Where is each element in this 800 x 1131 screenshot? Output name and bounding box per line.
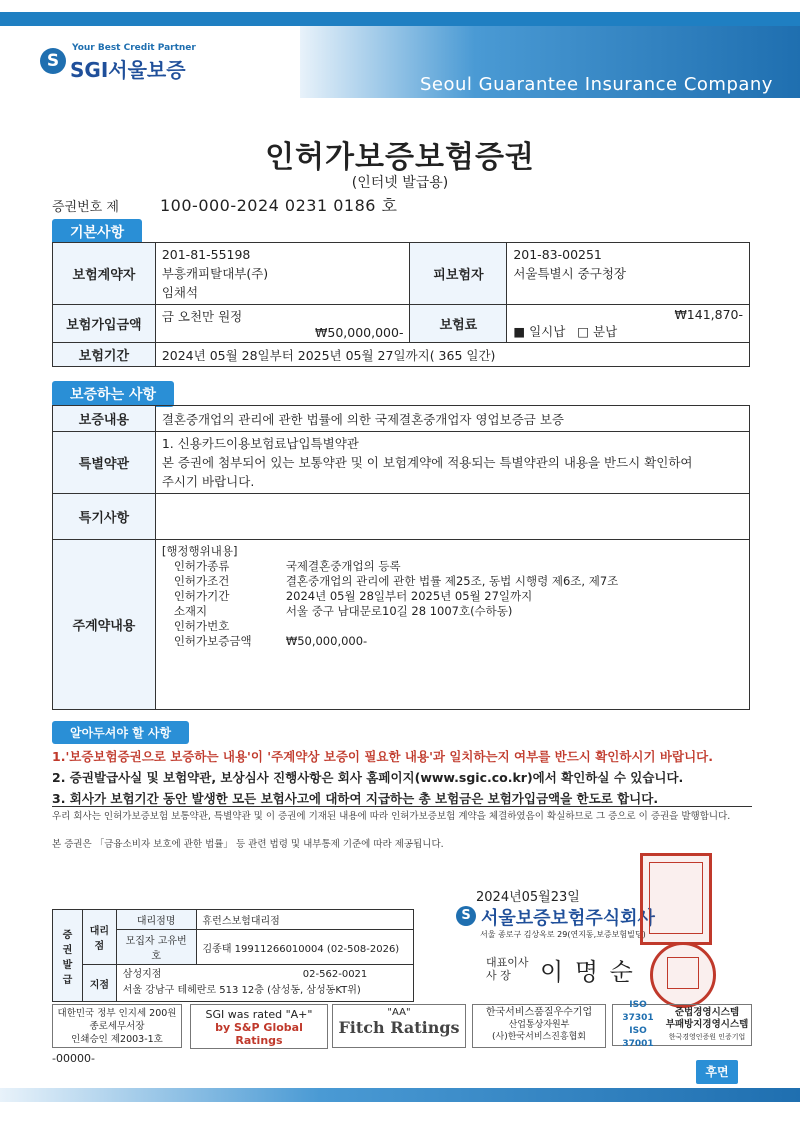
ceo-label: 사 장: [486, 969, 511, 982]
ksqi-box: [472, 1004, 606, 1048]
admin-row: [162, 634, 743, 649]
period-label: 보험기간: [53, 343, 156, 367]
stamp-duty-line: 인쇄승인 제2003-1호: [71, 1034, 163, 1045]
remarks-label: 특기사항: [53, 494, 156, 540]
amount-text: 금 오천만 원정: [161, 309, 243, 324]
header-band: [0, 12, 800, 26]
agent-id-label: 모집자 고유번호: [116, 930, 196, 965]
insured-label: 피보험자: [410, 243, 507, 305]
guarantee-content-label: 보증내용: [53, 406, 156, 432]
notice-1: 1.'보증보험증권으로 보증하는 내용'이 '주계약상 보증이 필요한 내용'과 일치하는지 여부를 반드시 확인하시기 바랍니다.: [52, 749, 713, 764]
admin-val: 2024년 05월 28일부터 2025년 05월 27일까지: [285, 589, 533, 603]
certificate-number: 100-000-2024 0231 0186 호: [160, 196, 398, 215]
notice-2: 2. 증권발급사실 및 보험약관, 보상심사 진행사항은 회사 홈페이지(www.sgic.co.kr)에서 확인하실 수 있습니다.: [52, 770, 684, 785]
admin-val: ₩50,000,000-: [285, 634, 368, 648]
fitch-rating-line: "AA": [387, 1007, 411, 1018]
amount-value-cell: [155, 305, 410, 343]
admin-row: [162, 574, 743, 589]
admin-row: [162, 589, 743, 604]
admin-val: 서울 중구 남대문로10길 28 1007호(수하동): [285, 604, 513, 618]
branch-name: 삼성지점: [122, 969, 162, 980]
iso-title: 한국경영인증원 인증기업: [668, 1033, 746, 1041]
admin-heading: [행정행위내용]: [161, 544, 238, 558]
admin-key: 인허가보증금액: [173, 634, 252, 648]
policyholder-line: 201-81-55198: [161, 247, 251, 262]
ceo-title: [486, 956, 529, 982]
section-tab-notice: 알아두셔야 할 사항: [52, 721, 189, 744]
basic-info-table: [52, 242, 750, 367]
company-logo-icon: S: [456, 906, 476, 926]
agency-name-label: 대리점명: [116, 910, 196, 930]
iso-code: ISO 37301: [622, 1000, 654, 1023]
main-contract-label: 주계약내용: [53, 540, 156, 710]
insured-line: 서울특별시 중구청장: [513, 266, 626, 281]
fitch-rating-box: [332, 1004, 466, 1048]
special-terms-line: 주시기 바랍니다.: [161, 474, 255, 489]
special-terms-label: 특별약관: [53, 432, 156, 494]
branch-label: 지점: [82, 965, 116, 1002]
stamp-duty-box: [52, 1004, 182, 1048]
admin-key: 인허가종류: [173, 559, 230, 573]
admin-val: 결혼중개업의 관리에 관한 법률 제25조, 동법 시행령 제6조, 제7조: [285, 574, 619, 588]
page-code: -00000-: [52, 1052, 95, 1065]
company-seal-icon: [640, 853, 712, 945]
ceo-label: 대표이사: [486, 956, 529, 969]
document-title: 인허가보증보험증권: [265, 140, 535, 175]
iso-codes: [613, 999, 663, 1051]
ksqi-line: 산업통상자원부: [508, 1020, 570, 1030]
premium-label: 보험료: [410, 305, 507, 343]
issuance-table: [52, 909, 414, 1002]
fitch-rating-agency: Fitch Ratings: [338, 1018, 460, 1037]
ksqi-line: (사)한국서비스진흥협회: [492, 1032, 586, 1042]
premium-value: ₩141,870-: [674, 307, 743, 322]
payment-method: [513, 322, 743, 340]
admin-row: [162, 604, 743, 619]
payment-lump-sum: ■ 일시납: [513, 324, 566, 339]
iso-titles: [663, 1007, 751, 1043]
company-name: 서울보증보험주식회사: [481, 908, 655, 929]
notice-3: 3. 회사가 보험기간 동안 발생한 모든 보험사고에 대하여 지급하는 총 보험금은 보험가입금액을 한도로 합니다.: [52, 791, 659, 806]
remarks-value: [155, 494, 749, 540]
policyholder-value: [155, 243, 410, 305]
policyholder-line: 부흥캐피탈대부(주): [161, 266, 269, 281]
admin-row: [162, 559, 743, 574]
stamp-duty-line: 종로세무서장: [89, 1021, 145, 1032]
company-english-name: Seoul Guarantee Insurance Company: [420, 74, 773, 95]
agent-id: 김종태 19911266010004 (02-508-2026): [196, 930, 413, 965]
ksqi-line: 한국서비스품질우수기업: [485, 1007, 593, 1018]
sp-rating-box: [190, 1004, 328, 1049]
admin-key: 인허가번호: [173, 619, 230, 633]
admin-key: 인허가기간: [173, 589, 230, 603]
sp-rating-agency: by S&P Global Ratings: [215, 1021, 303, 1047]
section-tab-guarantee: 보증하는 사항: [52, 381, 174, 407]
branch-phone: 02-562-0021: [302, 969, 368, 980]
amount-value: ₩50,000,000-: [315, 325, 404, 340]
notice-divider: [52, 806, 752, 807]
branch-address: 서울 강남구 테헤란로 513 12층 (삼성동, 삼성동KT위): [122, 985, 361, 996]
premium-value-cell: [507, 305, 750, 343]
company-address: 서울 종로구 김상옥로 29(연지동,보증보험빌딩): [480, 930, 646, 939]
logo-name: SGI서울보증: [70, 58, 186, 82]
amount-label: 보험가입금액: [53, 305, 156, 343]
admin-val: 국제결혼중개업의 등록: [285, 559, 401, 573]
fine-print-2: 본 증권은 「금융소비자 보호에 관한 법률」 등 관련 법령 및 내부통제 기준에 따라 제공됩니다.: [52, 839, 444, 850]
ceo-signature: 이 명 순: [540, 958, 635, 986]
special-terms-line: 1. 신용카드이용보험료납입특별약관: [161, 436, 359, 451]
branch-info: [116, 965, 413, 1002]
next-page-button[interactable]: 후면: [696, 1060, 738, 1084]
agency-label: 대리점: [82, 910, 116, 965]
sgi-logo-icon: S: [40, 48, 66, 74]
special-terms-value: [155, 432, 749, 494]
policyholder-line: 임채석: [161, 285, 199, 300]
iso-title: 준법경영시스템: [674, 1007, 740, 1018]
admin-key: 소재지: [173, 604, 208, 618]
main-contract-value: [155, 540, 749, 710]
guarantee-table: [52, 405, 750, 710]
period-value: 2024년 05월 28일부터 2025년 05월 27일까지( 365 일간): [155, 343, 749, 367]
sp-rating-line: SGI was rated "A+": [205, 1008, 313, 1021]
insured-line: 201-83-00251: [513, 247, 602, 262]
issue-date: 2024년05월23일: [476, 890, 580, 905]
iso-title: 부패방지경영시스템: [665, 1019, 749, 1030]
document-subtitle: (인터넷 발급용): [351, 175, 449, 191]
insured-value: [507, 243, 750, 305]
agency-name: 휴런스보험대리점: [196, 910, 413, 930]
footer-band: [0, 1088, 800, 1102]
admin-row: [162, 619, 743, 634]
admin-key: 인허가조건: [173, 574, 230, 588]
fine-print-1: 우리 회사는 인허가보증보험 보통약관, 특별약관 및 이 증권에 기재된 내용에 따라 인허가보증보험 계약을 체결하였음이 확실하므로 그 증으로 이 증권을 발행합니다.: [52, 811, 731, 822]
section-tab-basic: 기본사항: [52, 219, 142, 245]
payment-installment: □ 분납: [577, 324, 618, 339]
special-terms-line: 본 증권에 첨부되어 있는 보통약관 및 이 보험계약에 적용되는 특별약관의 내용을 반드시 확인하여: [161, 455, 693, 470]
iso-code: ISO 37001: [622, 1026, 654, 1049]
certificate-number-label: 증권번호 제: [52, 200, 119, 215]
iso-box: [612, 1000, 752, 1049]
policyholder-label: 보험계약자: [53, 243, 156, 305]
issuance-label: 증권 발급: [53, 910, 83, 1002]
guarantee-content-value: 결혼중개업의 관리에 관한 법률에 의한 국제결혼중개업자 영업보증금 보증: [155, 406, 749, 432]
logo-tagline: Your Best Credit Partner: [72, 43, 196, 53]
stamp-duty-line: 대한민국 정부 인지세 200원: [57, 1008, 177, 1019]
